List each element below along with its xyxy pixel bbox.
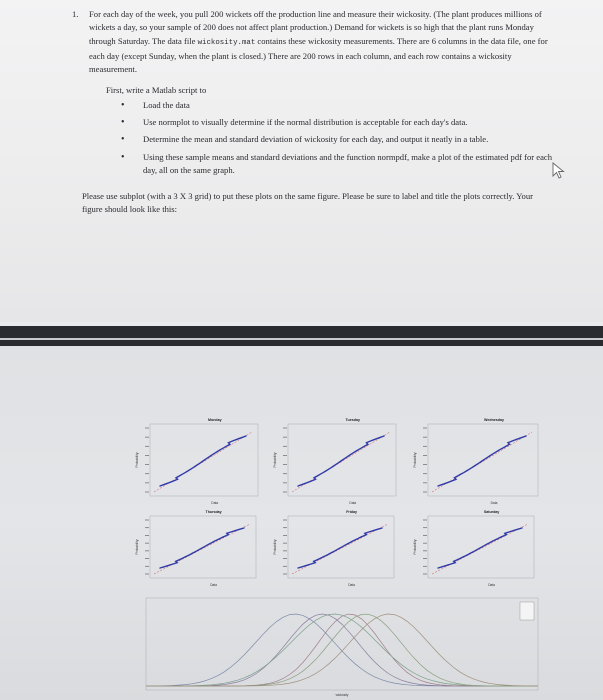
pdf-x-axis-label: wickosity — [335, 693, 349, 697]
task-load-data: • Load the data — [118, 99, 564, 112]
x-axis-label: Data — [348, 583, 355, 587]
x-axis-label: Data — [349, 501, 357, 505]
question-paragraph — [89, 8, 559, 76]
x-axis-label: Data — [210, 583, 217, 587]
instructions-intro: First, write a Matlab script to — [106, 85, 207, 95]
y-axis-label: Probability — [413, 452, 417, 468]
normplot-markers — [298, 528, 382, 568]
data-file-name: wickosity.mat — [197, 38, 256, 47]
task-mean-std-table: • Determine the mean and standard deviation of wickosity for each day, and output it neatly in a table. — [118, 133, 564, 146]
paragraph-text-1: For each day of the week, you pull 200 wickets off the production line and measure their wickosity. (The plant produces millions of wickets a day, so your sample of 200 does not affect plant production.) Demand for wickets is so high that the plant runs Monday through Saturday. The data file — [89, 9, 542, 46]
y-axis-label: Probability — [413, 539, 417, 555]
question-number: 1. — [72, 9, 79, 19]
closing-instructions: Please use subplot (with a 3 X 3 grid) to put these plots on the same figure. Please be sure to label and title the plots correctly. Your figure should look like this: — [82, 191, 533, 215]
task-pdf-plot: • Using these sample means and standard deviations and the function normpdf, make a plot of the estimated pdf for each day, all on the same graph. — [118, 151, 564, 177]
screen-bezel-band — [0, 326, 603, 346]
x-axis-label: Data — [490, 501, 498, 505]
pdf-plot-frame — [146, 598, 538, 690]
subplot-title: Thursday — [205, 510, 222, 514]
subplot-title: Tuesday — [345, 418, 360, 422]
y-axis-label: Probability — [135, 539, 139, 555]
pdf-curve — [146, 614, 538, 686]
reference-line — [292, 524, 388, 574]
subplot-grid — [0, 346, 603, 700]
pdf-curve — [146, 614, 538, 686]
example-figure — [0, 346, 603, 700]
y-axis-label: Probability — [135, 452, 139, 468]
y-axis-label: Probability — [273, 452, 277, 468]
worksheet-page — [0, 0, 603, 322]
mouse-pointer-icon — [552, 162, 566, 180]
x-axis-label: Data — [488, 583, 495, 587]
x-axis-label: Data — [211, 501, 219, 505]
y-axis-label: Probability — [273, 539, 277, 555]
subplot-title: Saturday — [483, 510, 500, 514]
pdf-legend — [520, 602, 534, 620]
normplot-markers — [438, 528, 522, 568]
pdf-curve — [146, 614, 538, 686]
task-normplot: • Use normplot to visually determine if the normal distribution is acceptable for each day's data. — [118, 116, 564, 129]
task-list — [118, 99, 564, 181]
reference-line — [432, 524, 528, 574]
subplot-title: Friday — [346, 510, 357, 514]
normplot-markers — [160, 528, 244, 568]
subplot-title: Wednesday — [484, 418, 504, 422]
paragraph-text-2: contains these wickosity measurements. There are 6 columns in the data file, one for each day (except Sunday, when the plant is closed.) There are 200 rows in each column, and each row contains a wickosity measurement. — [89, 35, 548, 75]
divider-line — [0, 338, 603, 340]
reference-line — [154, 524, 250, 574]
normplot-markers — [438, 436, 526, 486]
subplot-title: Monday — [208, 418, 222, 422]
